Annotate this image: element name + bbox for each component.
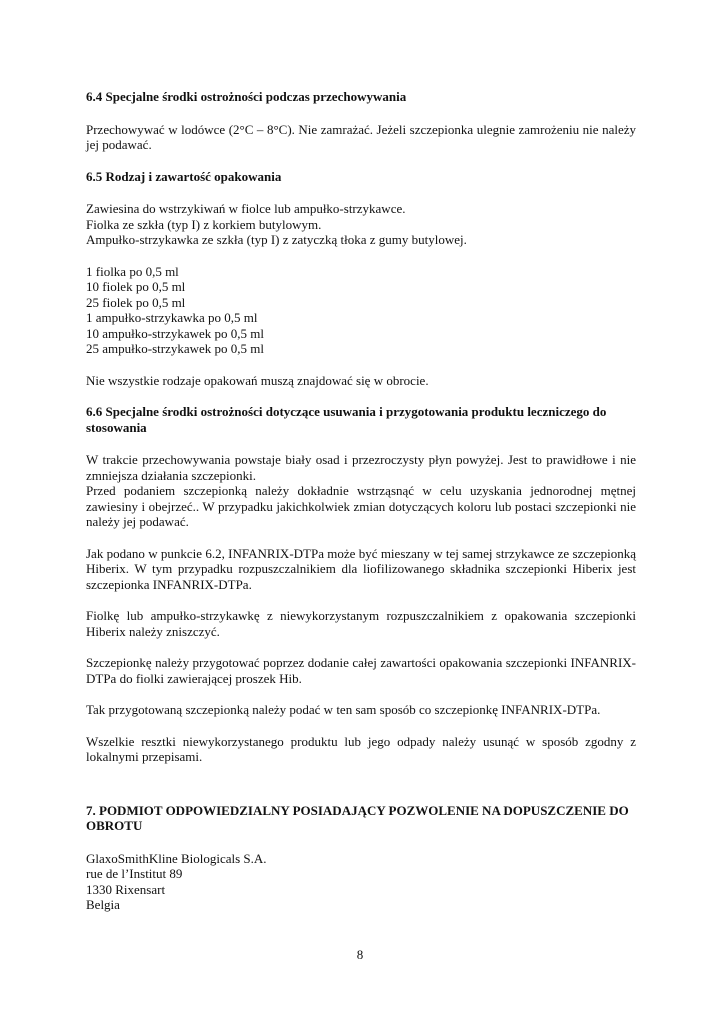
pack-size-item: 25 ampułko-strzykawek po 0,5 ml — [86, 341, 264, 356]
pack-size-item: 10 ampułko-strzykawek po 0,5 ml — [86, 325, 264, 341]
page-number: 8 — [356, 947, 364, 962]
container-description — [86, 201, 636, 248]
section-6-4-heading: 6.4 Specjalne środki ostrożności podczas przechowywania — [86, 89, 407, 104]
pack-size-item: 1 fiolka po 0,5 ml — [86, 263, 179, 279]
section-7-heading: 7. PODMIOT ODPOWIEDZIALNY POSIADAJĄCY POZWOLENIE NA DOPUSZCZENIE DO OBROTU — [86, 802, 629, 833]
address-line: GlaxoSmithKline Biologicals S.A. — [86, 850, 267, 866]
disposal-paragraph: Wszelkie resztki niewykorzystanego produktu lub jego odpady należy usunąć w sposób zgodny z lokalnymi przepisami. — [86, 733, 636, 764]
description-line: Ampułko-strzykawka ze szkła (typ I) z zatyczką tłoka z gumy butylowej. — [86, 232, 467, 247]
availability-note: Nie wszystkie rodzaje opakowań muszą znajdować się w obrocie. — [86, 372, 429, 388]
preparation-paragraph: Szczepionkę należy przygotować poprzez dodanie całej zawartości opakowania szczepionki INFANRIX-DTPa do fiolki zawierającej proszek Hib. — [86, 655, 636, 686]
sediment-text: W trakcie przechowywania powstaje biały osad i przezroczysty płyn powyżej. Jest to prawidłowe i nie zmniejsza działania szczepionki. — [86, 452, 636, 483]
storage-paragraph: Przechowywać w lodówce (2°C – 8°C). Nie zamrażać. Jeżeli szczepionka ulegnie zamrożeniu nie należy jej podawać. — [86, 121, 636, 152]
administration-paragraph: Tak przygotowaną szczepionką należy podać w ten sam sposób co szczepionkę INFANRIX-DTPa. — [86, 702, 601, 717]
address-line: 1330 Rixensart — [86, 881, 166, 897]
discard-paragraph: Fiolkę lub ampułko-strzykawkę z niewykorzystanym rozpuszczalnikiem z opakowania szczepionki Hiberix należy zniszczyć. — [86, 608, 636, 639]
document-page — [86, 89, 636, 913]
handling-paragraph — [86, 452, 636, 530]
section-6-6-heading: 6.6 Specjalne środki ostrożności dotyczące usuwania i przygotowania produktu leczniczego do stosowania — [86, 404, 607, 435]
section-6-5-heading: 6.5 Rodzaj i zawartość opakowania — [86, 168, 282, 184]
address-line: rue de l’Institut 89 — [86, 866, 183, 881]
pack-size-item: 1 ampułko-strzykawka po 0,5 ml — [86, 310, 258, 325]
pack-sizes-list — [86, 264, 636, 357]
address-line: Belgia — [86, 897, 120, 912]
shake-text: Przed podaniem szczepionką należy dokładnie wstrząsnąć w celu uzyskania jednorodnej mętnej zawiesiny i obejrzeć.. W przypadku jakichkolwiek zmian dotyczących koloru lub postaci szczepionki nie należy jej podawać. — [86, 483, 636, 529]
description-line: Fiolka ze szkła (typ I) z korkiem butylowym. — [86, 216, 322, 232]
mixing-paragraph: Jak podano w punkcie 6.2, INFANRIX-DTPa może być mieszany w tej samej strzykawce ze szczepionką Hiberix. W tym przypadku rozpuszczalnikiem dla liofilizowanego składnika szczepionki Hiberix jest szczepionka INFANRIX-DTPa. — [86, 545, 636, 592]
pack-size-item: 25 fiolek po 0,5 ml — [86, 294, 186, 310]
pack-size-item: 10 fiolek po 0,5 ml — [86, 279, 186, 294]
marketing-holder-address — [86, 851, 636, 913]
description-line: Zawiesina do wstrzykiwań w fiolce lub ampułko-strzykawce. — [86, 201, 406, 216]
